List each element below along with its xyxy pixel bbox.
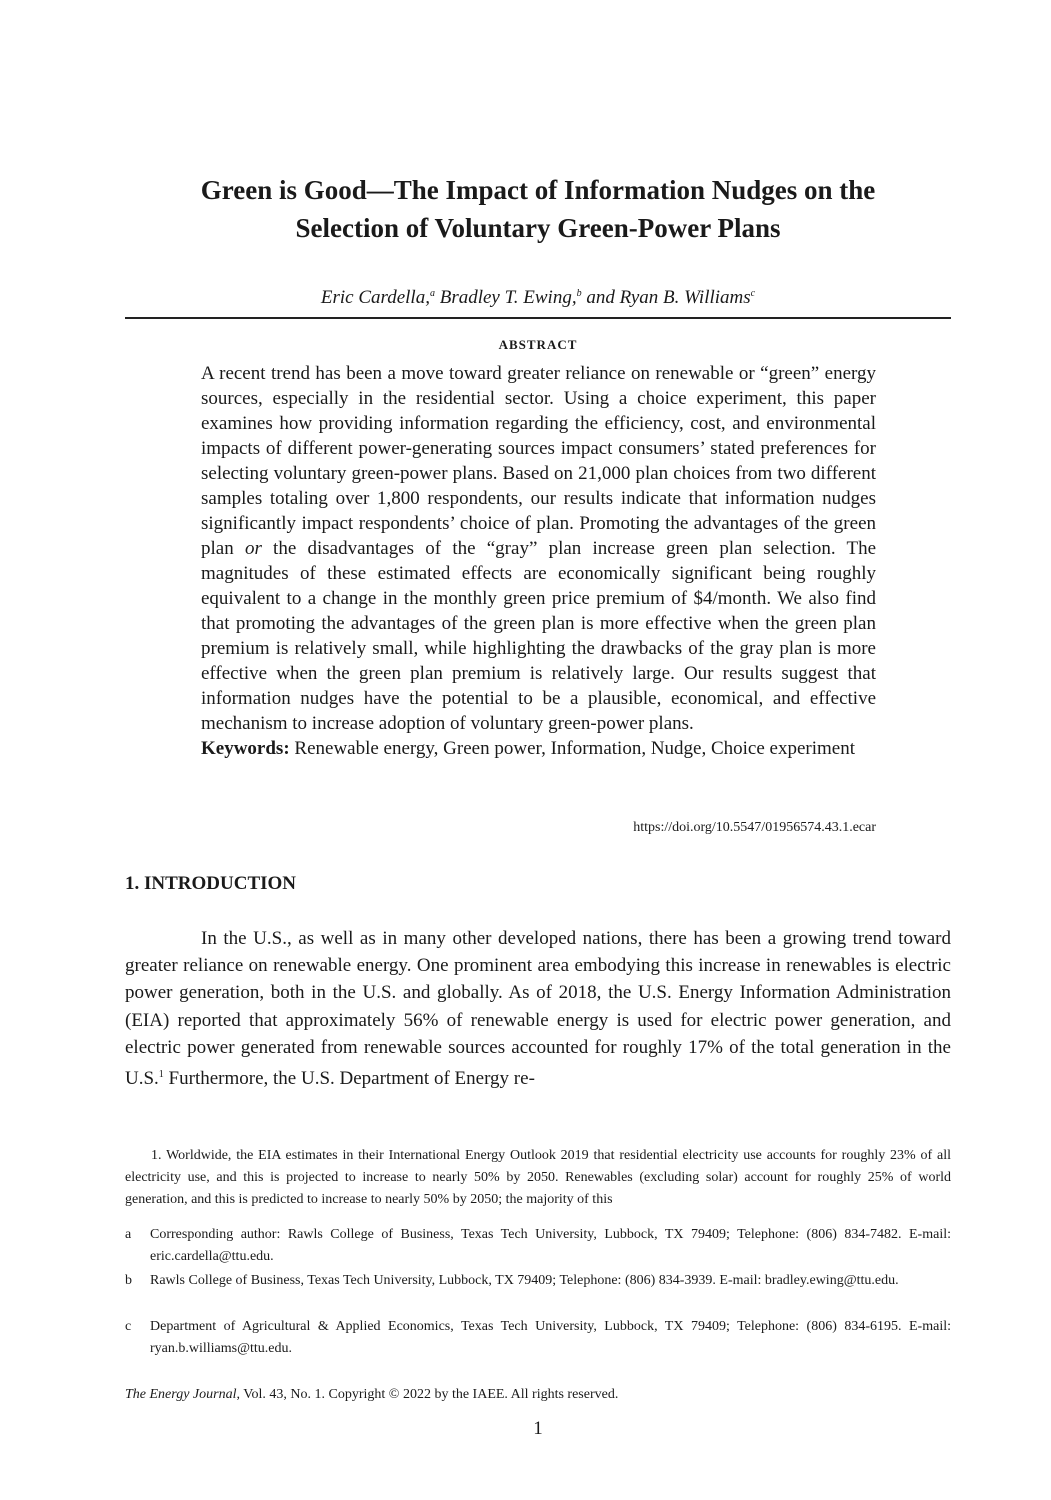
doi-link[interactable]: https://doi.org/10.5547/01956574.43.1.ecar [633,820,876,835]
affiliation-text: Corresponding author: Rawls College of Business, Texas Tech University, Lubbock, TX 79409; Telephone: (806) 834-7482. E-mail: eric.cardella@ttu.edu. [150,1227,951,1264]
page-number: 1 [533,1418,543,1439]
affiliation-text: Department of Agricultural & Applied Economics, Texas Tech University, Lubbock, TX 79409; Telephone: (806) 834-6195. E-mail: ryan.b.williams@ttu.edu. [150,1319,951,1356]
abstract-emphasis: or [244,538,262,559]
author-2: Bradley T. Ewing, [434,287,577,308]
affiliation-label: a [125,1227,132,1242]
journal-details: , Vol. 43, No. 1. Copyright © 2022 by the IAEE. All rights reserved. [236,1387,619,1402]
title-divider [125,317,951,319]
intro-body [125,925,951,1092]
affiliation-b [125,1270,951,1292]
author-2-mark: b [576,288,582,299]
abstract-body [201,361,876,761]
keywords-list: Renewable energy, Green power, Information, Nudge, Choice experiment [289,738,855,759]
author-1: Eric Cardella, [320,287,430,308]
keywords-label: Keywords: [201,738,290,759]
journal-citation [125,1386,618,1404]
affiliation-c [125,1316,951,1360]
journal-name: The Energy Journal [125,1387,237,1402]
title-line-1: Green is Good—The Impact of Information Nudges on the [200,175,876,205]
affiliation-text: Rawls College of Business, Texas Tech University, Lubbock, TX 79409; Telephone: (806) 834-3939. E-mail: bradley.ewing@ttu.edu. [150,1273,899,1288]
abstract-heading: ABSTRACT [498,337,578,352]
footnote-ref-1[interactable]: 1 [158,1069,164,1081]
affiliation-label: c [125,1319,132,1334]
intro-paragraph: In the U.S., as well as in many other developed nations, there has been a growing trend toward greater reliance on renewable energy. One prominent area embodying this increase in renewables is electric power generation, both in the U.S. and globally. As of 2018, the U.S. Energy Information Administration (EIA) reported that approximately 56% of renewable energy is used for electric power generation, and electric power generated from renewable sources accounted for roughly 17% of the total generation in the U.S.$^1$ Furthermore, the U.S. Department of Energy re- [125,928,951,1090]
author-3: and Ryan B. Williams [581,287,751,308]
abstract-text: A recent trend has been a move toward greater reliance on renewable or “green” energy sources, especially in the residential sector. Using a choice experiment, this paper examines how providing information regarding the efficiency, cost, and environmental impacts of different power-generating sources impact consumers’ stated preferences for selecting voluntary green-power plans. Based on 21,000 plan choices from two different samples totaling over 1,800 respondents, our results indicate that information nudges significantly impact respondents’ choice of plan. Promoting the advantages of the green plan or the disadvantages of the “gray” plan increase green plan selection. The magnitudes of these estimated effects are economically significant being roughly equivalent to a change in the monthly green price premium of $4/month. We also find that promoting the advantages of the green plan is more effective when the green plan premium is relatively small, while highlighting the drawbacks of the gray plan is more effective when the green plan premium is relatively large. Our results suggest that information nudges have the potential to be a plausible, economical, and effective mechanism to increase adoption of voluntary green-power plans. [201,363,877,734]
abstract-keywords [201,736,876,761]
paper-title [125,171,951,247]
affiliation-label: b [125,1273,132,1288]
footnote-1 [125,1145,951,1211]
affiliation-a [125,1224,951,1268]
footnote-1-text: 1. Worldwide, the EIA estimates in their International Energy Outlook 2019 that residential electricity use accounts for roughly 23% of all electricity use, and this is projected to increase to nearly 50% by 2050. Renewables (excluding solar) account for roughly 25% of world generation, and this is predicted to increase to nearly 50% by 2050; the majority of this [125,1148,951,1207]
title-line-2: Selection of Voluntary Green-Power Plans [295,213,781,243]
author-list [125,282,951,310]
author-3-mark: c [750,288,756,299]
section-heading: 1. INTRODUCTION [125,873,297,894]
author-1-mark: a [429,288,435,299]
